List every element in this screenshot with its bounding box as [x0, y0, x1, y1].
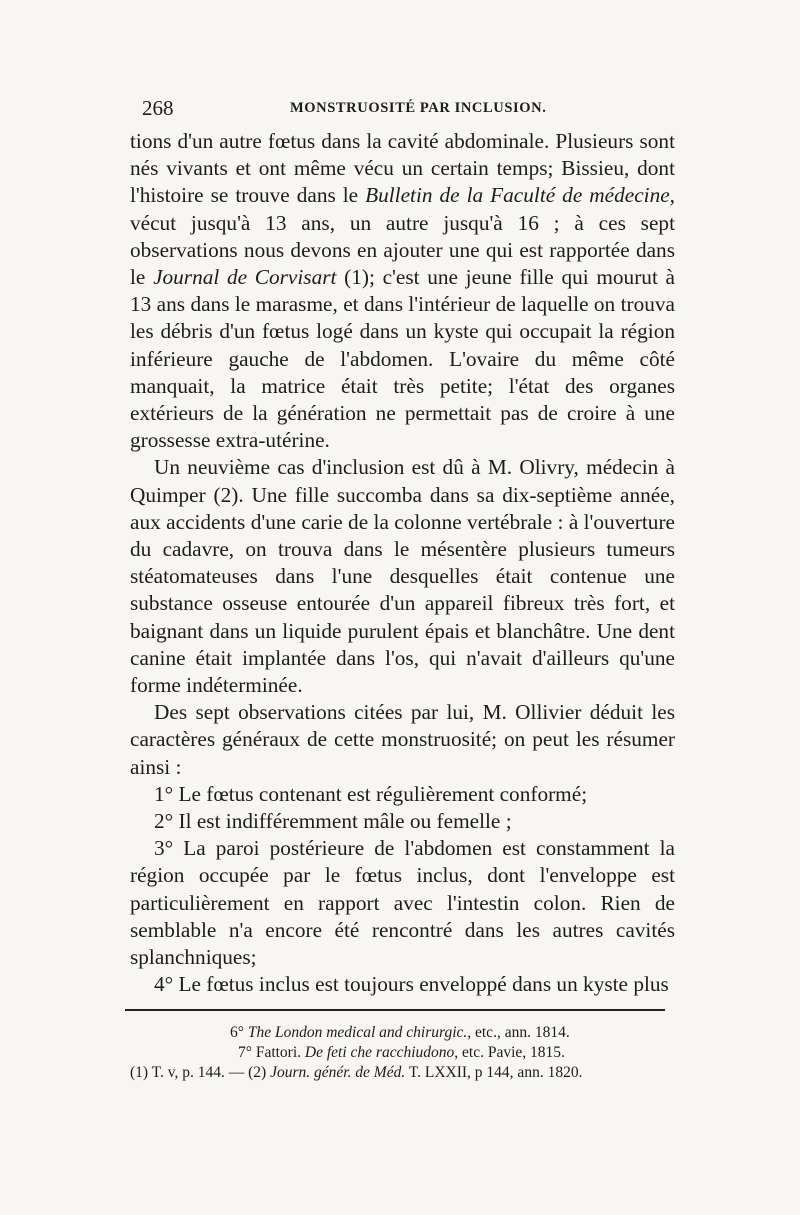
footnote: [130, 1043, 675, 1063]
footnotes: [130, 1023, 675, 1083]
text-run: 2° Il est indifféremment mâle ou femelle ;: [154, 809, 512, 834]
paragraph: [130, 128, 675, 454]
text-run: tions d'un autre fœtus dans la cavité abdominale. Plusieurs sont nés vivants et ont même vécu un certain temps; Bissieu, dont l'histoire se trouve dans le: [130, 129, 675, 208]
book-page: [130, 96, 675, 1083]
page-number: 268: [142, 96, 174, 120]
italic-text: Journal de Corvisart: [153, 265, 337, 290]
body-text: [130, 128, 675, 999]
text-run: 3° La paroi postérieure de l'abdomen est constamment la région occupée par le fœtus inclus, dont l'enveloppe est particulièrement en rapport avec l'intestin colon. Rien de semblable n'a encore été rencontré dans les autres cavités splanchniques;: [130, 836, 675, 970]
text-run: , vécut jusqu'à 13 ans, un autre jusqu'à 16 ; à ces sept observations nous devons en ajouter une qui est rapportée dans le: [130, 183, 675, 290]
italic-text: The London medical and chirurgic.: [247, 1023, 468, 1041]
text-run: T. LXXII, p 144, ann. 1820.: [405, 1063, 583, 1081]
italic-text: Journ. génér. de Méd.: [270, 1063, 406, 1081]
text-run: 7° Fattori.: [238, 1043, 305, 1061]
text-run: Des sept observations citées par lui, M. Ollivier déduit les caractères généraux de cette monstruosité; on peut les résumer ainsi :: [130, 700, 675, 779]
text-run: 6°: [230, 1023, 248, 1041]
text-run: , etc. Pavie, 1815.: [454, 1043, 565, 1061]
text-run: , etc., ann. 1814.: [467, 1023, 570, 1041]
text-run: 1° Le fœtus contenant est régulièrement conformé;: [154, 781, 588, 806]
footnote: [130, 1023, 675, 1043]
text-run: (1) T. v, p. 144. — (2): [130, 1063, 271, 1081]
footnote: [130, 1063, 675, 1083]
text-run: (1); c'est une jeune fille qui mourut à 13 ans dans le marasme, et dans l'intérieur de laquelle on trouva les débris d'un fœtus logé dans un kyste qui occupait la région inférieure gauche de l'abdomen. L'ovaire du même côté manquait, la matrice était très petite; l'état des organes extérieurs de la génération ne permettait pas de croire à une grossesse extra-utérine.: [130, 265, 676, 453]
italic-text: De feti che racchiudono: [304, 1043, 455, 1061]
italic-text: Bulletin de la Faculté de médecine: [365, 183, 670, 208]
paragraph: [130, 699, 675, 781]
paragraph: [130, 454, 675, 699]
text-run: Un neuvième cas d'inclusion est dû à M. Olivry, médecin à Quimper (2). Une fille succomba dans sa dix-septième année, aux accidents d'une carie de la colonne vertébrale : à l'ouverture du cadavre, on trouva dans le mésentère plusieurs tumeurs stéatomateuses dans l'une desquelles était contenue une substance osseuse entourée d'un appareil fibreux très fort, et baignant dans un liquide purulent épais et blanchâtre. Une dent canine était implantée dans l'os, qui n'avait d'ailleurs qu'une forme indéterminée.: [130, 455, 675, 698]
running-title: MONSTRUOSITÉ PAR INCLUSION.: [290, 100, 547, 116]
list-item: [130, 835, 675, 971]
list-item: [130, 971, 675, 998]
page-header: [130, 96, 675, 122]
text-run: 4° Le fœtus inclus est toujours enveloppé dans un kyste plus: [154, 972, 669, 997]
list-item: [130, 781, 675, 808]
list-item: [130, 808, 675, 835]
footnote-divider: [125, 1009, 665, 1011]
